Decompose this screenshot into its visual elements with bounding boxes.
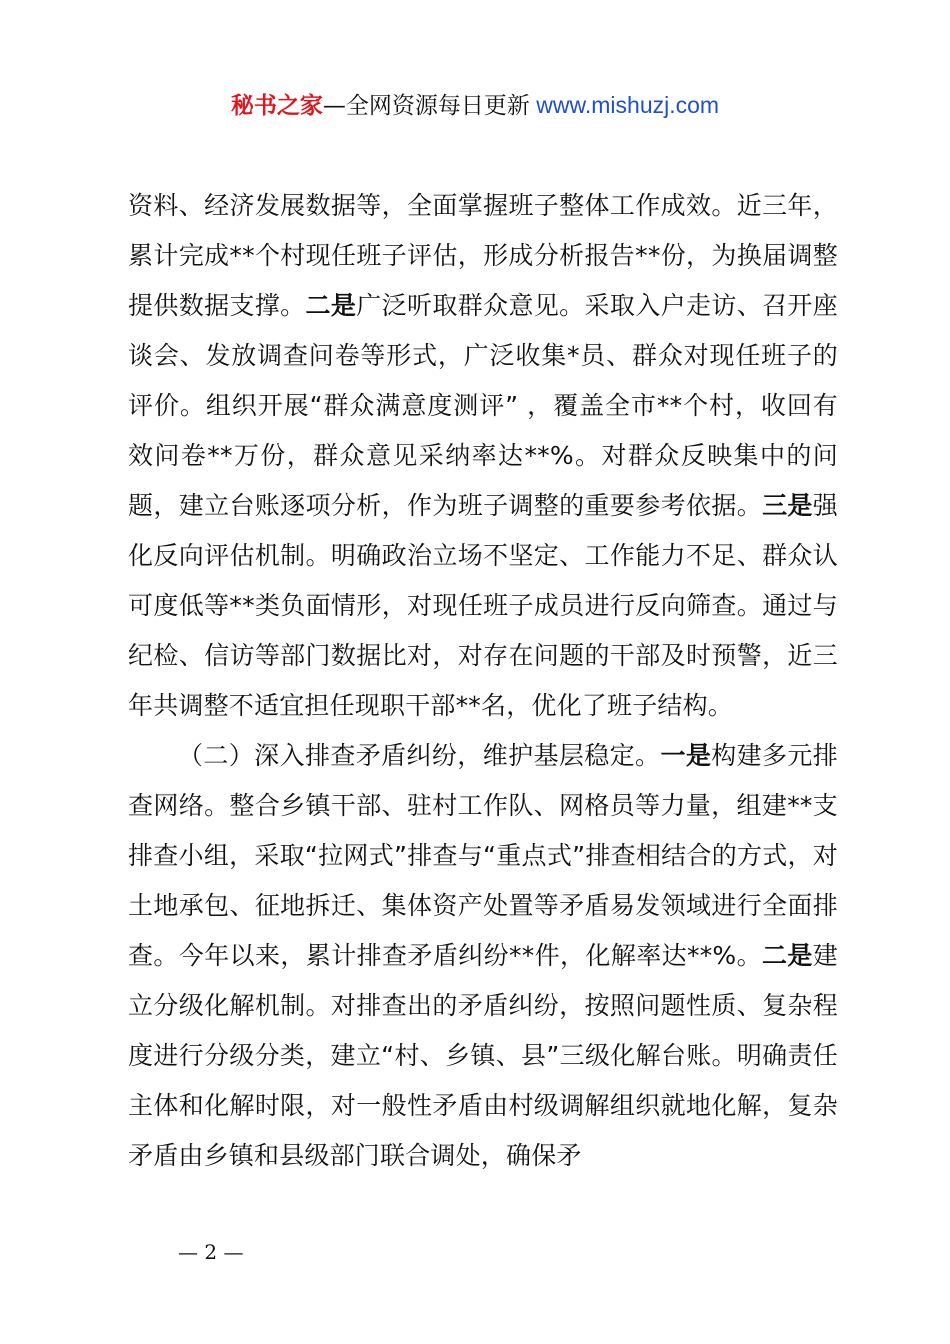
site-url-link[interactable]: www.mishuzj.com (529, 92, 720, 118)
para2-text-2: 建立分级化解机制。对排查出的矛盾纠纷，按照问题性质、复杂程度进行分级分类，建立“村、乡镇、县”三级化解台账。明确责任主体和化解时限，对一般性矛盾由村级调解组织就地化解，复杂矛盾由乡镇和县级部门联合调处，确保矛 (128, 941, 838, 1170)
para1-text-2: 广泛听取群众意见。采取入户走访、召开座谈会、发放调查问卷等形式，广泛收集*员、群众对现任班子的评价。组织开展“群众满意度测评” ，覆盖全市**个村，收回有效问卷**万份，群众意见采纳率达**%。对群众反映集中的问题，建立台账逐项分析，作为班子调整的重要参考依据。 (128, 291, 838, 520)
document-body (128, 181, 838, 1181)
brand-name: 秘书之家 (230, 93, 323, 119)
para1-text-1: 资料、经济发展数据等，全面掌握班子整体工作成效。近三年，累计完成**个村现任班子评估，形成分析报告**份，为换届调整提供数据支撑。 (128, 191, 838, 320)
para2-text-1: 构建多元排查网络。整合乡镇干部、驻村工作队、网格员等力量，组建**支排查小组，采取“拉网式”排查与“重点式”排查相结合的方式，对土地承包、征地拆迁、集体资产处置等矛盾易发领域进行全面排查。今年以来，累计排查矛盾纠纷**件，化解率达**%。 (128, 741, 838, 970)
site-header (0, 88, 950, 123)
para2-bold-2: 二是 (761, 941, 813, 970)
page-number: — 2 — (178, 1240, 244, 1264)
para2-bold-1: 一是 (660, 741, 712, 770)
paragraph-1 (128, 181, 838, 731)
para1-bold-2: 二是 (305, 291, 357, 320)
para1-bold-3: 三是 (762, 491, 813, 520)
para1-text-3: 强化反向评估机制。明确政治立场不坚定、工作能力不足、群众认可度低等**类负面情形，对现任班子成员进行反向筛查。通过与纪检、信访等部门数据比对，对存在问题的干部及时预警，近三年共调整不适宜担任现职干部**名，优化了班子结构。 (128, 491, 838, 720)
section-heading: （二）深入排查矛盾纠纷，维护基层稳定。 (178, 741, 661, 770)
paragraph-2 (128, 731, 838, 1181)
header-tagline: —全网资源每日更新 (322, 93, 530, 119)
